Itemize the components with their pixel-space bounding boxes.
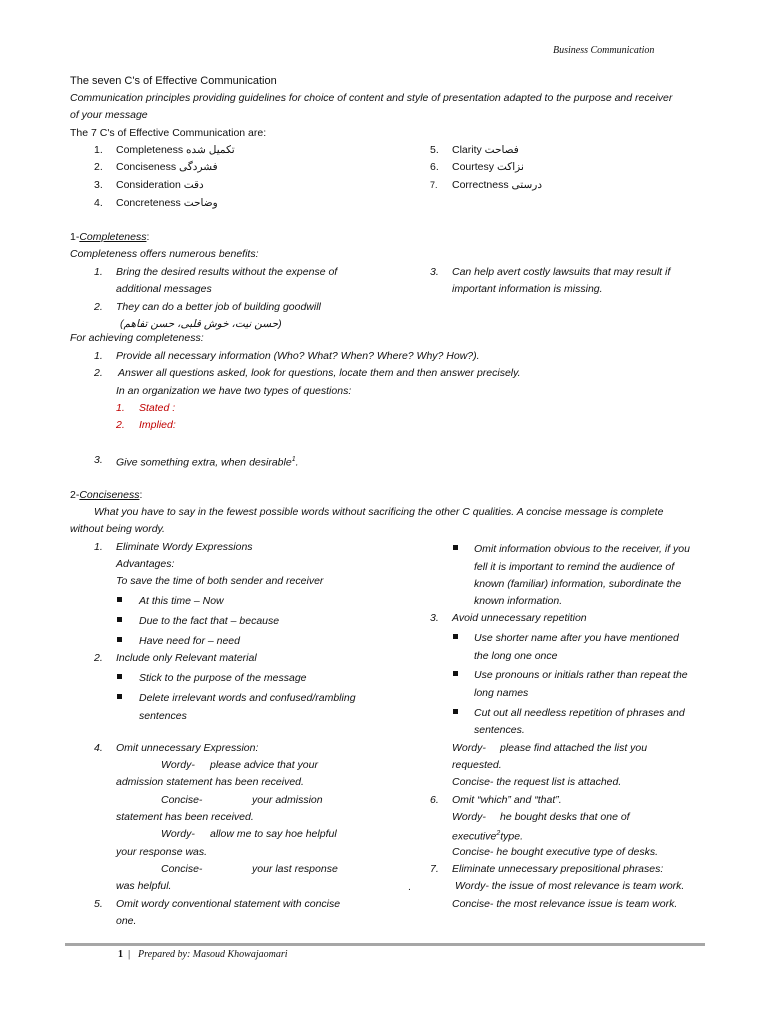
c-item-correctness: Correctness درستی (452, 179, 542, 191)
achieve-number: 1. (94, 350, 103, 362)
c-item-number: 7. (430, 180, 438, 190)
item-prepositional: Eliminate unnecessary prepositional phrases: (452, 863, 664, 875)
repetition-2-line-1: Use pronouns or initials rather than repeat the (474, 669, 688, 681)
c-item-number: 5. (430, 144, 439, 156)
question-implied: Implied: (139, 419, 176, 431)
intro-line-3: The 7 C's of Effective Communication are: (70, 127, 267, 139)
bullet-icon (453, 545, 458, 550)
wordy-example-cont: requested. (452, 759, 502, 771)
relevant-2-line-2: sentences (139, 710, 187, 722)
benefit-2-line-2: (حسن نیت، خوش قلبی، حسن تفاهم) (120, 318, 282, 330)
item-omit-which-that: Omit “which” and “that”. (452, 794, 562, 806)
achieve-number: 2. (94, 367, 103, 379)
footer-prepared-by: Prepared by: Masoud Khowajaomari (138, 949, 288, 960)
achieve-3-text: Give something extra, when desirable (116, 456, 292, 469)
stray-dot: . (408, 881, 411, 893)
achieve-2: Answer all questions asked, look for questions, locate them and then answer precisely. (118, 367, 521, 379)
question-number: 1. (116, 402, 125, 414)
bullet-icon (117, 617, 122, 622)
footnote-ref: 1 (291, 456, 296, 463)
benefit-3-line-2: important information is missing. (452, 283, 603, 295)
repetition-2-line-2: long names (474, 687, 529, 699)
footer-separator: | (128, 948, 131, 960)
advantages-text: To save the time of both sender and receiver (116, 575, 324, 587)
conciseness-para-line-1: What you have to say in the fewest possible words without sacrificing the other C qualities. A concise message is complete (94, 506, 664, 518)
concise-example: Concise- he bought executive type of desks. (452, 846, 659, 858)
bullet-icon (117, 694, 122, 699)
advantages-label: Advantages: (116, 558, 175, 570)
concise-example-cont: was helpful. (116, 880, 172, 892)
c-item-conciseness: Conciseness فشردگی (116, 161, 218, 173)
wordy-example-cont (452, 827, 523, 844)
item-omit-conventional-cont: one. (116, 915, 137, 927)
item-number: 4. (94, 742, 103, 754)
omit-obvious-line-3: known (familiar) information, subordinate the (474, 578, 682, 590)
footer-rule (65, 943, 705, 946)
achieve-1: Provide all necessary information (Who? What? When? Where? Why? How?). (116, 350, 480, 362)
question-number: 2. (116, 419, 125, 431)
benefit-3-line-1: Can help avert costly lawsuits that may result if (452, 266, 671, 278)
relevant-2-line-1: Delete irrelevant words and confused/rambling (139, 692, 356, 704)
concise-label: Concise- (161, 863, 203, 875)
item-omit-expression: Omit unnecessary Expression: (116, 742, 259, 754)
c-item-number: 1. (94, 144, 103, 156)
bullet-icon (453, 671, 458, 676)
concise-example: Concise- the request list is attached. (452, 776, 622, 788)
heading-prefix: 2- (70, 489, 80, 501)
wordy-example-cont: your response was. (116, 846, 208, 858)
example-2: Due to the fact that – because (139, 615, 280, 627)
item-number: 7. (430, 863, 439, 875)
repetition-1-line-2: the long one once (474, 650, 558, 662)
repetition-1-line-1: Use shorter name after you have mentioned (474, 632, 679, 644)
wordy-example-end: type. (500, 830, 524, 843)
c-item-consideration: Consideration دقت (116, 179, 204, 191)
concise-label: Concise- (161, 794, 203, 806)
benefit-2-line-1: They can do a better job of building goodwill (116, 301, 321, 313)
wordy-label: Wordy- (161, 759, 195, 771)
repetition-3-line-1: Cut out all needless repetition of phrases and (474, 707, 685, 719)
benefit-number: 3. (430, 266, 439, 278)
wordy-example-word: executive (452, 830, 497, 843)
item-avoid-repetition: Avoid unnecessary repetition (452, 612, 587, 624)
c-item-concreteness: Concreteness وضاحت (116, 197, 218, 209)
wordy-example-cont: admission statement has been received. (116, 776, 304, 788)
item-number: 5. (94, 898, 103, 910)
omit-obvious-line-4: known information. (474, 595, 563, 607)
heading-text: Completeness (79, 231, 147, 243)
example-1: At this time – Now (139, 595, 224, 607)
wordy-example: he bought desks that one of (500, 811, 630, 823)
achieve-number: 3. (94, 454, 103, 466)
conciseness-heading (70, 488, 142, 502)
page-number: 1 (118, 949, 123, 960)
benefit-number: 2. (94, 301, 103, 313)
omit-obvious-line-2: fell it is important to remind the audience of (474, 561, 675, 573)
benefit-1-line-2: additional messages (116, 283, 212, 295)
c-item-completeness: Completeness تکمیل شده (116, 144, 235, 156)
concise-example: your last response (252, 863, 338, 875)
intro-line-2: of your message (70, 109, 148, 121)
c-item-courtesy: Courtesy نزاکت (452, 161, 524, 173)
heading-suffix: : (139, 489, 143, 501)
achieve-2-sub: In an organization we have two types of questions: (116, 385, 352, 397)
wordy-example: please find attached the list you (500, 742, 648, 754)
item-omit-conventional: Omit wordy conventional statement with concise (116, 898, 341, 910)
bullet-icon (453, 709, 458, 714)
c-item-number: 3. (94, 179, 103, 191)
question-stated: Stated : (139, 402, 176, 414)
example-3: Have need for – need (139, 635, 240, 647)
achieve-3-end: . (295, 456, 299, 469)
c-item-clarity: Clarity فصاحت (452, 144, 519, 156)
wordy-label: Wordy- (161, 828, 195, 840)
achieving-intro: For achieving completeness: (70, 332, 204, 344)
document-title: The seven C's of Effective Communication (70, 75, 277, 87)
c-item-number: 4. (94, 197, 103, 209)
running-header: Business Communication (553, 45, 655, 56)
footnote-ref: 2 (496, 830, 501, 837)
bullet-icon (117, 637, 122, 642)
repetition-3-line-2: sentences. (474, 724, 525, 736)
heading-prefix: 1- (70, 231, 80, 243)
intro-line-1: Communication principles providing guidelines for choice of content and style of presentation adapted to the purpose and receiver (70, 92, 673, 104)
item-number: 6. (430, 794, 439, 806)
omit-obvious-line-1: Omit information obvious to the receiver, if you (474, 543, 690, 555)
wordy-example: please advice that your (210, 759, 318, 771)
c-item-number: 2. (94, 161, 103, 173)
item-number: 3. (430, 612, 439, 624)
achieve-3 (116, 453, 299, 470)
concise-example-cont: statement has been received. (116, 811, 254, 823)
benefit-number: 1. (94, 266, 103, 278)
benefits-intro: Completeness offers numerous benefits: (70, 248, 259, 260)
benefit-1-line-1: Bring the desired results without the expense of (116, 266, 338, 278)
heading-text: Conciseness (79, 489, 140, 501)
item-number: 1. (94, 541, 103, 553)
item-eliminate-wordy: Eliminate Wordy Expressions (116, 541, 253, 553)
wordy-label: Wordy- (452, 811, 486, 823)
wordy-example: allow me to say hoe helpful (210, 828, 337, 840)
wordy-label: Wordy- (452, 742, 486, 754)
c-item-number: 6. (430, 161, 439, 173)
heading-suffix: : (146, 231, 150, 243)
completeness-heading (70, 230, 149, 244)
bullet-icon (117, 674, 122, 679)
conciseness-para-line-2: without being wordy. (70, 523, 165, 535)
item-number: 2. (94, 652, 103, 664)
bullet-icon (453, 634, 458, 639)
wordy-example: Wordy- the issue of most relevance is team work. (455, 880, 685, 892)
item-relevant: Include only Relevant material (116, 652, 257, 664)
concise-example: Concise- the most relevance issue is team work. (452, 898, 678, 910)
relevant-1: Stick to the purpose of the message (139, 672, 307, 684)
concise-example: your admission (252, 794, 323, 806)
bullet-icon (117, 597, 122, 602)
